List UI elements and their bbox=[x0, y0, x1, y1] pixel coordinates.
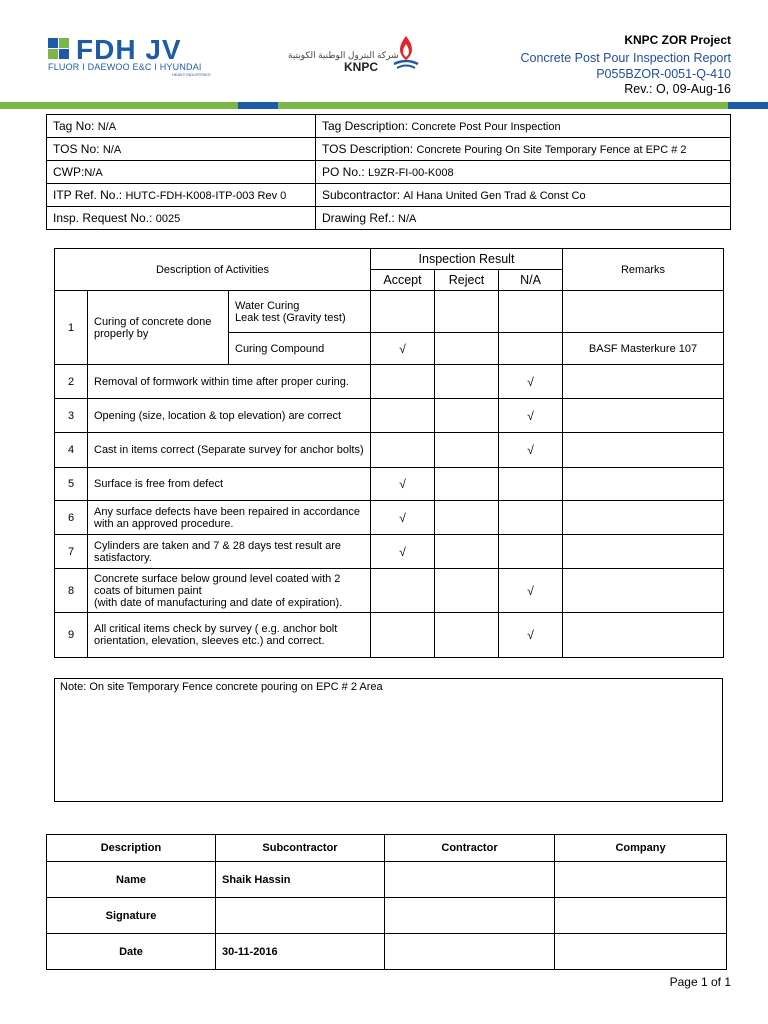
fdh-logo-title: FDH JV bbox=[76, 34, 182, 65]
drawing-value: N/A bbox=[398, 213, 417, 225]
drawing-cell bbox=[316, 207, 731, 230]
report-title: Concrete Post Pour Inspection Report bbox=[520, 51, 731, 65]
date-contractor bbox=[385, 934, 555, 970]
subcontractor-label: Subcontractor: bbox=[322, 188, 401, 202]
row-description: Concrete surface below ground level coated with 2 coats of bitumen paint (with date of manufacturing and date of expiration). bbox=[88, 569, 371, 613]
activity-row bbox=[55, 433, 724, 468]
accept-cell: √ bbox=[371, 501, 435, 535]
remarks-cell bbox=[563, 365, 724, 399]
activity-row bbox=[55, 468, 724, 501]
tag-desc-cell bbox=[316, 115, 731, 138]
na-cell bbox=[499, 333, 563, 365]
reject-cell bbox=[435, 433, 499, 468]
activity-row bbox=[55, 501, 724, 535]
itp-label: ITP Ref. No.: bbox=[53, 188, 123, 202]
curing-compound-subitem: Curing Compound bbox=[229, 333, 371, 365]
itp-value: HUTC-FDH-K008-ITP-003 Rev 0 bbox=[125, 190, 287, 202]
row-no: 5 bbox=[55, 468, 88, 501]
accept-cell bbox=[371, 569, 435, 613]
reject-cell bbox=[435, 365, 499, 399]
tag-no-label: Tag No: bbox=[53, 119, 95, 133]
note-box: Note: On site Temporary Fence concrete pouring on EPC # 2 Area bbox=[54, 678, 723, 802]
knpc-logo bbox=[288, 32, 423, 74]
na-header: N/A bbox=[499, 270, 563, 291]
row-no: 4 bbox=[55, 433, 88, 468]
remarks-cell: BASF Masterkure 107 bbox=[563, 333, 724, 365]
activity-row bbox=[55, 613, 724, 658]
name-company bbox=[555, 862, 727, 898]
na-cell: √ bbox=[499, 433, 563, 468]
remarks-cell bbox=[563, 535, 724, 569]
knpc-flame-icon bbox=[392, 34, 420, 72]
accept-cell bbox=[371, 365, 435, 399]
activity-row bbox=[55, 399, 724, 433]
fdh-squares-icon bbox=[48, 38, 70, 60]
name-label: Name bbox=[47, 862, 216, 898]
col-company: Company bbox=[555, 835, 727, 862]
row-description: Opening (size, location & top elevation) are correct bbox=[88, 399, 371, 433]
po-label: PO No.: bbox=[322, 165, 365, 179]
activity-row bbox=[55, 535, 724, 569]
na-cell bbox=[499, 501, 563, 535]
knpc-logo-text: KNPC bbox=[344, 60, 379, 74]
insp-label: Insp. Request No.: bbox=[53, 211, 153, 225]
inspection-activities-table bbox=[54, 248, 724, 658]
accept-cell: √ bbox=[371, 535, 435, 569]
remarks-cell bbox=[563, 468, 724, 501]
po-cell bbox=[316, 161, 731, 184]
water-curing-subitem: Water Curing Leak test (Gravity test) bbox=[229, 291, 371, 333]
remarks-cell bbox=[563, 501, 724, 535]
reject-cell bbox=[435, 399, 499, 433]
accept-cell: √ bbox=[371, 468, 435, 501]
cwp-cell bbox=[47, 161, 316, 184]
tos-desc-cell bbox=[316, 138, 731, 161]
date-label: Date bbox=[47, 934, 216, 970]
cwp-value: N/A bbox=[84, 167, 103, 179]
na-cell: √ bbox=[499, 365, 563, 399]
fdh-jv-logo bbox=[48, 34, 211, 78]
reject-cell bbox=[435, 569, 499, 613]
page-number: Page 1 of 1 bbox=[669, 975, 731, 989]
reject-cell bbox=[435, 501, 499, 535]
na-cell: √ bbox=[499, 569, 563, 613]
signature-contractor bbox=[385, 898, 555, 934]
name-subcontractor: Shaik Hassin bbox=[216, 862, 385, 898]
reject-cell bbox=[435, 291, 499, 333]
signoff-table bbox=[46, 834, 727, 970]
knpc-logo-arabic: شركة البترول الوطنية الكويتية bbox=[288, 50, 399, 60]
desc-activities-header: Description of Activities bbox=[55, 249, 371, 291]
date-subcontractor: 30-11-2016 bbox=[216, 934, 385, 970]
insp-value: 0025 bbox=[155, 213, 181, 225]
reject-cell bbox=[435, 613, 499, 658]
row-no: 2 bbox=[55, 365, 88, 399]
activity-row bbox=[55, 569, 724, 613]
signature-company bbox=[555, 898, 727, 934]
accept-cell bbox=[371, 433, 435, 468]
subcontractor-value: Al Hana United Gen Trad & Const Co bbox=[403, 190, 586, 202]
tag-no-value: N/A bbox=[97, 121, 117, 133]
document-number: P055BZOR-0051-Q-410 bbox=[596, 67, 731, 81]
accept-cell bbox=[371, 399, 435, 433]
row-description: Cast in items correct (Separate survey for anchor bolts) bbox=[88, 433, 371, 468]
na-cell: √ bbox=[499, 399, 563, 433]
project-name: KNPC ZOR Project bbox=[624, 33, 731, 47]
tag-info-table bbox=[46, 114, 731, 230]
tag-desc-label: Tag Description: bbox=[322, 119, 409, 133]
signature-label: Signature bbox=[47, 898, 216, 934]
row-description: Removal of formwork within time after proper curing. bbox=[88, 365, 371, 399]
na-cell: √ bbox=[499, 613, 563, 658]
row-no: 8 bbox=[55, 569, 88, 613]
col-description: Description bbox=[47, 835, 216, 862]
remarks-header: Remarks bbox=[563, 249, 724, 291]
fdh-logo-small: HEAVY INDUSTRIES bbox=[172, 72, 211, 77]
tos-no-label: TOS No: bbox=[53, 142, 100, 156]
na-cell bbox=[499, 535, 563, 569]
inspection-result-header: Inspection Result bbox=[371, 249, 563, 270]
row-no: 9 bbox=[55, 613, 88, 658]
row-no: 1 bbox=[55, 291, 88, 365]
row-no: 7 bbox=[55, 535, 88, 569]
revision: Rev.: O, 09-Aug-16 bbox=[624, 82, 731, 96]
col-contractor: Contractor bbox=[385, 835, 555, 862]
row-description: Any surface defects have been repaired in accordance with an approved procedure. bbox=[88, 501, 371, 535]
subcontractor-cell bbox=[316, 184, 731, 207]
accept-header: Accept bbox=[371, 270, 435, 291]
na-cell bbox=[499, 291, 563, 333]
na-cell bbox=[499, 468, 563, 501]
row-no: 6 bbox=[55, 501, 88, 535]
row-description: Curing of concrete done properly by bbox=[88, 291, 229, 365]
tos-desc-value: Concrete Pouring On Site Temporary Fence at EPC # 2 bbox=[416, 144, 687, 156]
date-company bbox=[555, 934, 727, 970]
insp-cell bbox=[47, 207, 316, 230]
reject-cell bbox=[435, 535, 499, 569]
row-description: Cylinders are taken and 7 & 28 days test result are satisfactory. bbox=[88, 535, 371, 569]
accept-cell bbox=[371, 291, 435, 333]
remarks-cell bbox=[563, 613, 724, 658]
remarks-cell bbox=[563, 399, 724, 433]
tag-desc-value: Concrete Post Pour Inspection bbox=[411, 121, 561, 133]
col-subcontractor: Subcontractor bbox=[216, 835, 385, 862]
accept-cell bbox=[371, 613, 435, 658]
cwp-label: CWP: bbox=[53, 165, 85, 179]
po-value: L9ZR-FI-00-K008 bbox=[368, 167, 454, 179]
itp-cell bbox=[47, 184, 316, 207]
row-no: 3 bbox=[55, 399, 88, 433]
fdh-logo-partners: FLUOR I DAEWOO E&C I HYUNDAI bbox=[48, 62, 202, 72]
row-description: All critical items check by survey ( e.g. anchor bolt orientation, elevation, sleeves etc.) and correct. bbox=[88, 613, 371, 658]
reject-cell bbox=[435, 468, 499, 501]
reject-cell bbox=[435, 333, 499, 365]
name-contractor bbox=[385, 862, 555, 898]
remarks-cell bbox=[563, 569, 724, 613]
tos-no-cell bbox=[47, 138, 316, 161]
tos-desc-label: TOS Description: bbox=[322, 142, 414, 156]
tos-no-value: N/A bbox=[102, 144, 122, 156]
activity-row bbox=[55, 365, 724, 399]
remarks-cell bbox=[563, 433, 724, 468]
row-description: Surface is free from defect bbox=[88, 468, 371, 501]
signature-subcontractor bbox=[216, 898, 385, 934]
reject-header: Reject bbox=[435, 270, 499, 291]
accept-cell: √ bbox=[371, 333, 435, 365]
remarks-cell bbox=[563, 291, 724, 333]
tag-no-cell bbox=[47, 115, 316, 138]
header-color-stripe bbox=[0, 102, 768, 109]
drawing-label: Drawing Ref.: bbox=[322, 211, 395, 225]
